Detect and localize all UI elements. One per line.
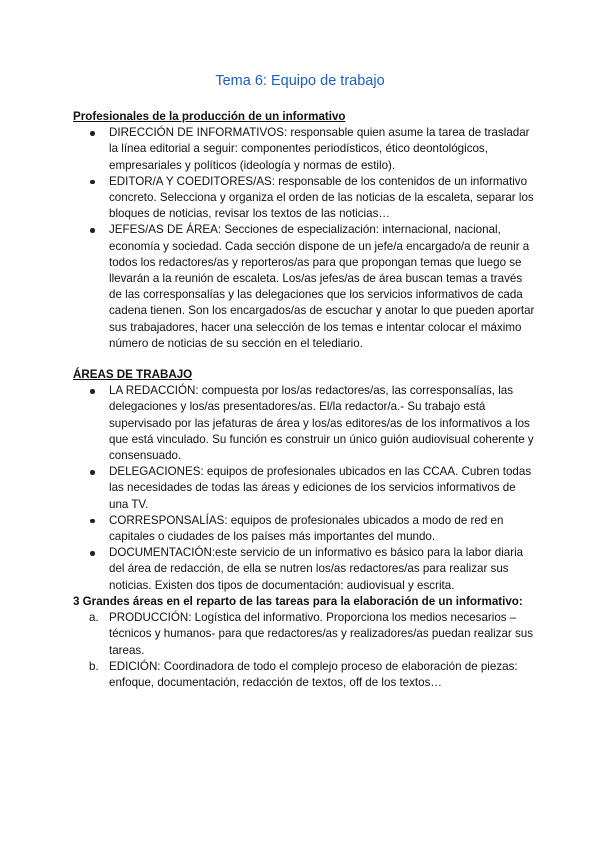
section-heading-three-areas: 3 Grandes áreas en el reparto de las tareas para la elaboración de un informativo: bbox=[73, 594, 523, 608]
bullet-icon bbox=[90, 470, 95, 475]
bullet-icon bbox=[90, 180, 95, 185]
list-item bbox=[73, 513, 535, 545]
bullet-icon bbox=[90, 228, 95, 233]
list-item-text: DELEGACIONES: equipos de profesionales ubicados en las CCAA. Cubren todas las necesidades de todas las áreas y ediciones de los servicios informativos de una TV. bbox=[109, 465, 532, 511]
document-body bbox=[73, 109, 535, 691]
section-heading-work-areas: ÁREAS DE TRABAJO bbox=[73, 368, 193, 382]
work-areas-list bbox=[73, 383, 535, 594]
list-marker: a. bbox=[89, 611, 99, 625]
list-item bbox=[73, 125, 535, 174]
list-item-text: LA REDACCIÓN: compuesta por los/as redactores/as, las corresponsalías, las delegaciones y los/as presentadores/as. El/la redactor/a.- Su trabajo está supervisado por las jefaturas de área y los/as editores/as de los informativos a los que está vinculado. Su función es construir un único guión audiovisual coherente y consensuado. bbox=[109, 384, 534, 463]
three-areas-list bbox=[73, 610, 535, 691]
list-item-text: EDICIÓN: Coordinadora de todo el complejo proceso de elaboración de piezas: enfoque, documentación, redacción de textos, off de los textos… bbox=[109, 659, 518, 689]
list-item bbox=[73, 222, 535, 352]
bullet-icon bbox=[90, 519, 95, 524]
list-item-text: DOCUMENTACIÓN:este servicio de un informativo es básico para la labor diaria del área de redacción, de ella se nutren los/as redactores/as para realizar sus noticias. Existen dos tipos de documentación: audiovisual y escrita. bbox=[109, 546, 524, 592]
list-item-text: JEFES/AS DE ÁREA: Secciones de especialización: internacional, nacional, economía y sociedad. Cada sección dispone de un jefe/a encargado/a de reunir a todos los redactores/as y reporteros/as para que propongan temas que luego se llevarán a la reunión de escaleta. Los/as jefes/as de área buscan temas a través de las corresponsalías y las delegaciones que los servicios informativos de cada cadena tienen. Son los encargados/as de escuchar y anotar lo que pueden aportar sus trabajadores, hacer una selección de los temas e intentar colocar el máximo número de noticias de su sección en el telediario. bbox=[109, 223, 535, 350]
bullet-icon bbox=[90, 389, 95, 394]
list-item bbox=[73, 545, 535, 594]
list-item-text: DIRECCIÓN DE INFORMATIVOS: responsable quien asume la tarea de trasladar la línea editorial a seguir: componentes periodísticos, ético deontológicos, empresariales y políticos (ideología y normas de estilo). bbox=[109, 126, 530, 172]
list-item-text: EDITOR/A Y COEDITORES/AS: responsable de los contenidos de un informativo concreto. Selecciona y organiza el orden de las noticias de la escaleta, separar los bloques de noticias, revisar los textos de las noticias… bbox=[109, 174, 534, 221]
bullet-icon bbox=[90, 551, 95, 556]
document-title: Tema 6: Equipo de trabajo bbox=[215, 73, 385, 89]
list-item-text: PRODUCCIÓN: Logística del informativo. Proporciona los medios necesarios – técnicos y humanos- para que redactores/as y realizadores/as puedan realizar sus tareas. bbox=[109, 611, 534, 657]
list-item-text: CORRESPONSALÍAS: equipos de profesionales ubicados a modo de red en capitales o ciudades de los países más importantes del mundo. bbox=[109, 513, 504, 544]
list-marker: b. bbox=[89, 659, 99, 673]
list-item bbox=[73, 464, 535, 513]
section-heading-professionals: Profesionales de la producción de un informativo bbox=[73, 110, 346, 123]
bullet-icon bbox=[90, 131, 95, 136]
list-item bbox=[73, 659, 535, 691]
list-item bbox=[73, 610, 535, 659]
professionals-list bbox=[73, 125, 535, 352]
list-item bbox=[73, 174, 535, 223]
list-item bbox=[73, 383, 535, 464]
